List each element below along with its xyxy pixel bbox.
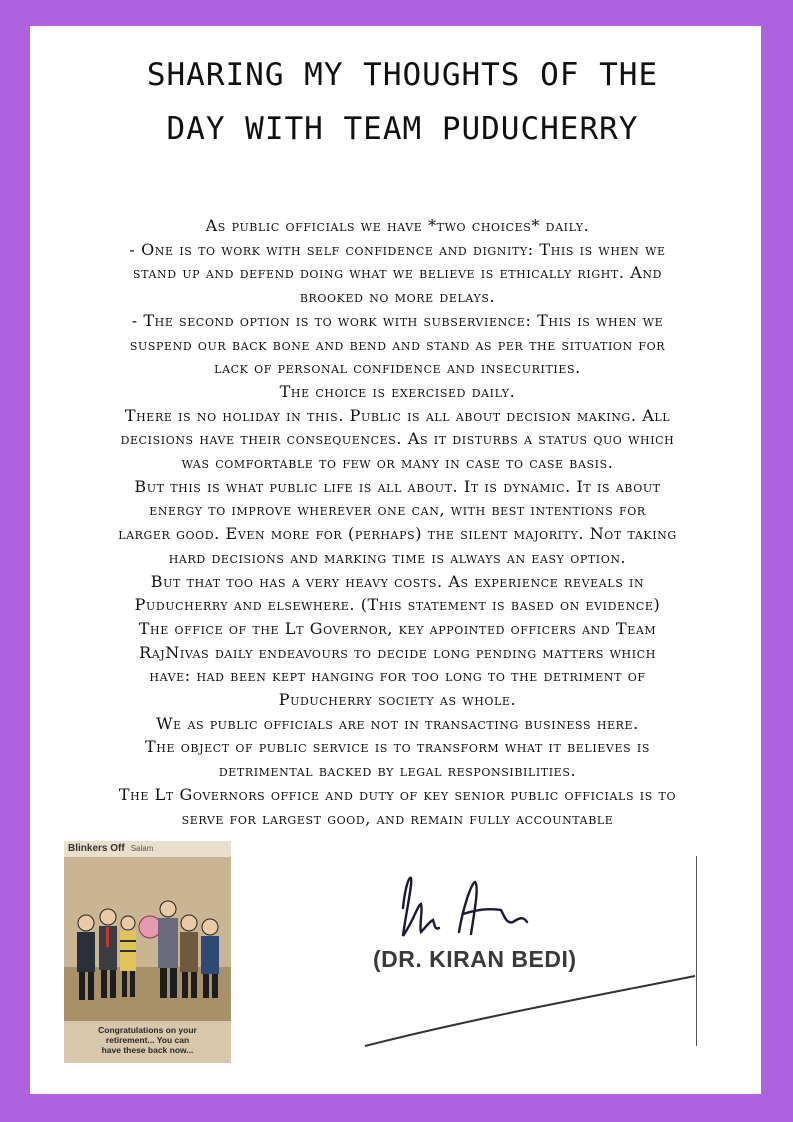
newspaper-cartoon	[64, 841, 231, 1063]
body-line: - One is to work with self confidence and dignity: This is when we	[129, 239, 666, 259]
body-line: The object of public service is to transform what it believes is	[144, 737, 650, 757]
document-page	[30, 26, 761, 1094]
body-line: energy to improve wherever one can, with best intentions for	[149, 500, 646, 520]
body-line: was comfortable to few or many in case to case basis.	[181, 453, 614, 473]
divider	[696, 856, 697, 1046]
body-line: have: had been kept hanging for too long to the detriment of	[149, 666, 646, 686]
body-line: There is no holiday in this. Public is all about decision making. All	[124, 405, 671, 425]
body-line: We as public officials are not in transacting business here.	[156, 713, 639, 733]
body-line: But this is what public life is all about. It is dynamic. It is about	[134, 476, 661, 496]
cartoon-byline: Salam	[130, 844, 154, 853]
page-title	[30, 48, 775, 156]
body-line: suspend our back bone and bend and stand as per the situation for	[129, 334, 666, 354]
body-line: Puducherry and elsewhere. (This statement is based on evidence)	[134, 595, 661, 615]
body-line: serve for largest good, and remain fully accountable	[181, 808, 614, 828]
body-line: As public officials we have *two choices* daily.	[205, 216, 590, 235]
body-line: lack of personal confidence and insecurities.	[214, 358, 581, 378]
title-line-1: SHARING MY THOUGHTS OF THE	[146, 57, 659, 93]
body-line: - The second option is to work with subservience: This is when we	[131, 310, 664, 330]
body-line: The office of the Lt Governor, key appointed officers and Team	[138, 618, 657, 638]
body-line: The choice is exercised daily.	[279, 381, 516, 401]
body-text	[30, 214, 765, 830]
cartoon-caption	[64, 1021, 231, 1063]
cartoon-title: Blinkers Off	[68, 843, 125, 854]
body-line: RajNivas daily endeavours to decide long pending matters which	[139, 642, 656, 662]
caption-line: have these back now...	[101, 1045, 194, 1055]
cartoon-illustration-icon	[64, 857, 231, 1021]
body-line: larger good. Even more for (perhaps) the silent majority. Not taking	[118, 524, 677, 544]
body-line: The Lt Governors office and duty of key senior public officials is to	[118, 784, 677, 804]
body-line: detrimental backed by legal responsibilities.	[218, 761, 577, 781]
caption-line: retirement... You can	[105, 1035, 190, 1045]
signatory-name: (DR. KIRAN BEDI)	[373, 946, 577, 972]
body-line: decisions have their consequences. As it disturbs a status quo which	[120, 429, 675, 449]
body-line: But that too has a very heavy costs. As experience reveals in	[150, 571, 645, 591]
body-line: stand up and defend doing what we believe is ethically right. And	[132, 263, 663, 283]
body-line: Puducherry society as whole.	[278, 690, 517, 710]
caption-line: Congratulations on your	[98, 1025, 197, 1035]
title-line-2: DAY WITH TEAM PUDUCHERRY	[166, 111, 639, 147]
body-line: hard decisions and marking time is always an easy option.	[168, 547, 627, 567]
cartoon-header	[64, 841, 231, 857]
body-line: brooked no more delays.	[299, 287, 496, 307]
signature-block	[355, 848, 700, 1048]
